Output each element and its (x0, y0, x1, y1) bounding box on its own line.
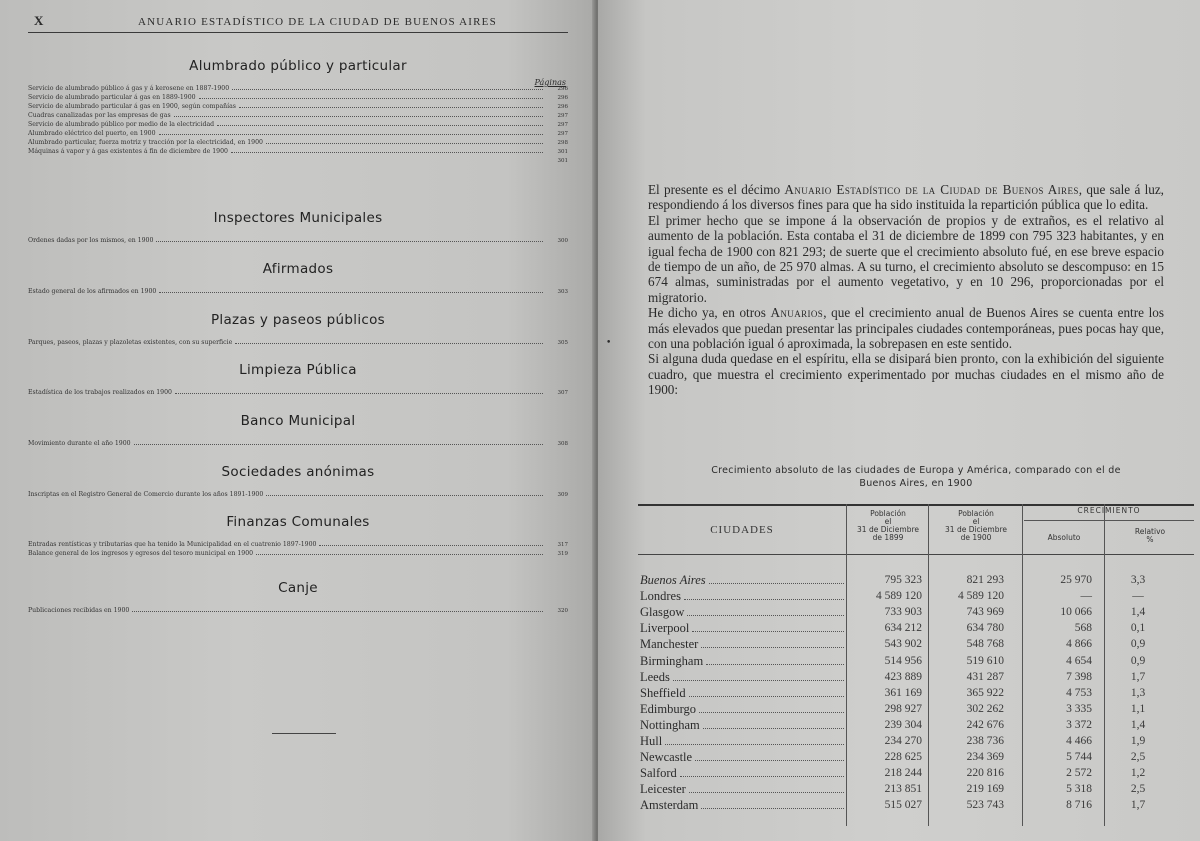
toc-entry (28, 606, 568, 615)
city-cell (640, 701, 844, 717)
header-pop-1899-line: Población (870, 509, 906, 518)
growth-relative: 0,9 (1130, 654, 1146, 667)
header-pop-1899-line: de 1899 (872, 533, 904, 542)
toc-entry (28, 138, 568, 147)
toc-entry-page: 308 (557, 441, 568, 447)
section-title: Banco Municipal (240, 413, 356, 429)
population-1900: 4 589 120 (958, 590, 1004, 603)
table-row (638, 588, 1194, 604)
toc-entry-page: 320 (557, 608, 568, 614)
city-cell (640, 685, 844, 701)
toc-entry (28, 84, 568, 93)
population-1899: 795 323 (884, 574, 922, 586)
city-name: Newcastle (640, 750, 693, 765)
toc-entry-page: 296 (557, 86, 568, 92)
header-pop-1900-line: el (972, 517, 980, 526)
growth-relative: 1,7 (1130, 670, 1146, 683)
toc-section (28, 580, 568, 615)
growth-absolute: 5 318 (1066, 783, 1092, 796)
population-1899: 733 903 (884, 606, 922, 619)
section-title: Inspectores Municipales (213, 210, 383, 226)
leader-dots (159, 129, 543, 135)
toc-entry-page: 300 (557, 238, 568, 244)
population-1900: 821 293 (966, 574, 1004, 586)
growth-absolute: 568 (1074, 622, 1092, 635)
leader-dots (703, 718, 844, 729)
table-row (638, 781, 1194, 797)
city-cell (640, 749, 844, 765)
city-name: Edimburgo (640, 701, 697, 716)
left-page (0, 0, 596, 841)
population-1900: 220 816 (966, 767, 1004, 780)
header-relativo (1106, 528, 1194, 544)
anuario-title: Anuario Estadístico de la Ciudad de Buenos Aires (784, 182, 1079, 197)
toc-entry-label: Servicio de alumbrado particular á gas en 1900, según compañías (28, 103, 236, 110)
growth-absolute: 8 716 (1066, 799, 1092, 812)
toc-entry (28, 93, 568, 102)
header-relativo-label: Relativo (1134, 527, 1166, 536)
city-name: Nottingham (640, 717, 700, 732)
toc-entry-label: Inscriptas en el Registro General de Comercio durante los años 1891-1900 (28, 491, 264, 498)
header-crecimiento: CRECIMIENTO (1077, 506, 1141, 515)
city-name: Glasgow (640, 605, 685, 620)
header-pop-1899 (848, 510, 928, 542)
header-pop-1899-line: 31 de Diciembre (857, 525, 919, 534)
toc-section (28, 58, 568, 165)
city-cell (640, 765, 844, 781)
toc-section (28, 464, 568, 499)
leader-dots (156, 236, 543, 242)
population-1899: 298 927 (884, 702, 922, 715)
table-row (638, 701, 1194, 717)
page-number: X (34, 13, 44, 28)
growth-absolute: 3 372 (1066, 718, 1092, 731)
toc-section (28, 312, 568, 347)
population-1900: 365 922 (966, 686, 1004, 699)
growth-relative: 1,7 (1130, 799, 1146, 812)
section-title: Sociedades anónimas (221, 464, 375, 480)
city-name: Leicester (640, 782, 686, 797)
leader-dots (665, 734, 844, 745)
toc-entry (28, 540, 568, 549)
leader-dots (232, 84, 543, 90)
growth-relative: 1,9 (1130, 735, 1146, 747)
leader-dots (709, 573, 844, 584)
city-name: Amsterdam (640, 798, 699, 813)
city-cell (640, 604, 844, 620)
header-pop-1900 (930, 510, 1022, 542)
section-title: Alumbrado público y particular (189, 58, 407, 74)
city-cell (640, 636, 844, 652)
toc-entry (28, 102, 568, 111)
table-row (638, 685, 1194, 701)
population-1900: 219 169 (966, 783, 1004, 796)
growth-relative: 1,2 (1130, 767, 1146, 780)
crecimiento-rule (1024, 520, 1194, 521)
leader-dots (319, 540, 543, 546)
toc-entry-page: 307 (557, 390, 568, 396)
population-1899: 514 956 (884, 654, 922, 667)
table-row (638, 604, 1194, 620)
header-pop-1900-line: de 1900 (960, 533, 992, 542)
header-ciudades: CIUDADES (710, 524, 774, 536)
population-1900: 634 780 (966, 622, 1004, 635)
toc-entry-label: Movimiento durante el año 1900 (28, 440, 131, 447)
leader-dots (134, 439, 543, 445)
section-title: Plazas y paseos públicos (210, 312, 385, 328)
table-row (638, 717, 1194, 733)
paragraph-3 (648, 305, 1164, 351)
anuarios-word: Anuarios (770, 305, 824, 321)
population-1899: 234 270 (884, 735, 922, 747)
toc-entry-page: 297 (557, 113, 568, 119)
toc-entry-label: Máquinas á vapor y á gas existentes á fin de diciembre de 1900 (28, 148, 228, 155)
population-table (638, 496, 1194, 826)
city-name: Leeds (640, 669, 670, 684)
population-1899: 239 304 (884, 718, 922, 731)
toc-entry (28, 156, 568, 165)
toc-entry-label: Ordenes dadas por los mismos, en 1900 (28, 237, 154, 244)
city-cell (640, 797, 844, 813)
paragraph-1-start: El presente es el décimo (648, 182, 785, 197)
population-1899: 515 027 (884, 799, 922, 812)
city-cell (640, 781, 844, 797)
toc-entry-page: 301 (557, 149, 568, 155)
table-header-rule (638, 554, 1194, 555)
toc-entry-label: Balance general de los ingresos y egresos del tesoro municipal en 1900 (28, 550, 254, 557)
city-name: Salford (640, 766, 677, 781)
paginas-label: Páginas (534, 78, 566, 87)
toc-entry-page: 303 (557, 289, 568, 295)
leader-dots (266, 138, 543, 144)
population-1899: 228 625 (884, 751, 922, 764)
growth-absolute: 7 398 (1066, 670, 1092, 683)
growth-relative: 1,4 (1130, 606, 1146, 619)
table-caption (638, 464, 1194, 490)
city-cell (640, 733, 844, 749)
table-row (638, 733, 1194, 749)
growth-absolute: 25 970 (1060, 574, 1092, 586)
city-cell (640, 620, 844, 636)
city-cell (640, 653, 844, 669)
leader-dots (692, 621, 844, 632)
body-text (648, 182, 1164, 398)
population-1899: 4 589 120 (876, 590, 922, 603)
toc-entry (28, 338, 568, 347)
leader-dots (239, 102, 543, 108)
population-1899: 218 244 (884, 767, 922, 780)
toc-entry-page: 297 (557, 131, 568, 137)
toc-entry-label: Estadística de los trabajos realizados en 1900 (28, 389, 172, 396)
header-pop-1899-line: el (884, 517, 892, 526)
growth-relative: 1,4 (1130, 718, 1146, 731)
population-1900: 242 676 (966, 718, 1004, 731)
toc-entry-page: 319 (557, 551, 568, 557)
growth-absolute: — (1080, 590, 1092, 603)
toc-entry-label: Estado general de los afirmados en 1900 (28, 288, 157, 295)
table-row (638, 653, 1194, 669)
city-cell (640, 572, 844, 588)
toc-entry-page: 296 (557, 95, 568, 101)
leader-dots (199, 93, 543, 99)
population-1900: 234 369 (966, 751, 1004, 764)
leader-dots (699, 702, 844, 713)
toc-entry-page: 309 (557, 492, 568, 498)
toc-entry (28, 129, 568, 138)
leader-dots (684, 589, 844, 600)
growth-absolute: 3 335 (1066, 702, 1092, 715)
population-1900: 431 287 (966, 670, 1004, 683)
leader-dots (159, 287, 543, 293)
toc-entry-label: Entradas rentísticas y tributarias que ha tenido la Municipalidad en el cuatrenio 1897-1900 (28, 541, 317, 548)
growth-relative: — (1132, 590, 1144, 603)
table-caption-line-2: Buenos Aires, en 1900 (859, 478, 973, 489)
toc-entry (28, 439, 568, 448)
leader-dots (701, 798, 844, 809)
toc-entry-page: 296 (557, 104, 568, 110)
leader-dots (256, 549, 543, 555)
growth-absolute: 4 654 (1066, 654, 1092, 667)
city-name: Manchester (640, 637, 699, 652)
population-1899: 213 851 (884, 783, 922, 796)
table-row (638, 636, 1194, 652)
growth-relative: 0,9 (1130, 638, 1146, 651)
toc-section (28, 514, 568, 558)
city-name: Birmingham (640, 653, 704, 668)
population-1900: 519 610 (966, 654, 1004, 667)
population-1900: 523 743 (966, 799, 1004, 812)
leader-dots (217, 120, 543, 126)
toc-entry (28, 388, 568, 397)
city-cell (640, 669, 844, 685)
toc-entry-label: Alumbrado eléctrico del puerto, en 1900 (28, 130, 156, 137)
leader-dots (689, 782, 844, 793)
leader-dots (175, 388, 543, 394)
paragraph-2: El primer hecho que se impone á la observación de propios y de extraños, es el relativo al aumento de la población. Esta contaba el 31 de diciembre de 1899 con 795 323 habitantes, y en igual fecha de 1900 con 821 293; de suerte que el crecimiento absoluto fué, en ese breve espacio de tiempo de un año, de 25 970 almas. A su turno, el crecimiento absoluto se descompuso: en 15 674 almas, suministradas por el aumento vegetativo, y en 10 296, proporcionadas por el migratorio. (648, 212, 1164, 305)
toc-entry-label: Alumbrado particular, fuerza motriz y tracción por la electricidad, en 1900 (28, 139, 263, 146)
city-name: Sheffield (640, 685, 686, 700)
growth-absolute: 4 866 (1066, 638, 1092, 651)
section-title: Canje (278, 580, 318, 596)
growth-absolute: 5 744 (1066, 751, 1092, 764)
toc-entry-label: Servicio de alumbrado público á gas y á kerosene en 1887-1900 (28, 85, 230, 92)
population-1899: 423 889 (884, 670, 922, 683)
city-name: Londres (640, 589, 681, 604)
city-name: Buenos Aires (640, 573, 706, 587)
leader-dots (687, 605, 844, 616)
end-rule (272, 733, 336, 734)
leader-dots (706, 654, 844, 665)
population-1900: 238 736 (966, 735, 1004, 747)
toc-section (28, 210, 568, 245)
city-name: Liverpool (640, 621, 690, 636)
city-cell (640, 588, 844, 604)
table-row (638, 765, 1194, 781)
paragraph-3-start: He dicho ya, en otros (648, 305, 771, 321)
header-relativo-unit: % (1146, 535, 1154, 544)
city-name: Hull (640, 734, 663, 748)
toc-entry (28, 147, 568, 156)
toc-entry-page: 317 (557, 542, 568, 548)
paragraph-1 (648, 182, 1164, 213)
growth-relative: 1,3 (1130, 686, 1146, 699)
leader-dots (695, 750, 844, 761)
leader-dots (266, 490, 543, 496)
running-title: ANUARIO ESTADÍSTICO DE LA CIUDAD DE BUENOS AIRES (138, 16, 497, 28)
population-1900: 302 262 (966, 702, 1004, 715)
table-row (638, 572, 1194, 588)
toc-entry (28, 549, 568, 558)
table-caption-line-1: Crecimiento absoluto de las ciudades de Europa y América, comparado con el de (711, 465, 1121, 476)
section-title: Finanzas Comunales (226, 514, 370, 530)
table-row (638, 620, 1194, 636)
toc-entry-page: 305 (557, 340, 568, 346)
growth-relative: 2,5 (1130, 783, 1146, 796)
toc-entry-page: 301 (557, 158, 568, 164)
leader-dots (231, 147, 543, 153)
growth-absolute: 4 753 (1066, 686, 1092, 699)
toc-entry-label: Servicio de alumbrado particular á gas en 1889-1900 (28, 94, 196, 101)
header-pop-1900-line: Población (958, 509, 994, 518)
toc-section (28, 413, 568, 448)
toc-entry (28, 120, 568, 129)
section-title: Afirmados (262, 261, 334, 277)
leader-dots (235, 338, 543, 344)
growth-relative: 3,3 (1130, 574, 1146, 586)
running-head (28, 10, 568, 33)
leader-dots (673, 670, 844, 681)
table-row (638, 797, 1194, 813)
header-absoluto: Absoluto (1047, 533, 1081, 542)
right-page (598, 0, 1200, 841)
toc-entry (28, 111, 568, 120)
population-1899: 634 212 (884, 622, 922, 635)
section-title: Limpieza Pública (239, 362, 357, 378)
population-1899: 543 902 (884, 638, 922, 651)
toc-entry-label: Parques, paseos, plazas y plazoletas existentes, con su superficie (28, 339, 233, 346)
toc-entry-page: 297 (557, 122, 568, 128)
margin-dot: • (606, 338, 612, 348)
toc-entry (28, 490, 568, 499)
toc-section (28, 362, 568, 397)
toc-entry (28, 236, 568, 245)
toc-section (28, 261, 568, 296)
toc-entry-page: 298 (557, 140, 568, 146)
paragraph-3-end: , que el crecimiento anual de Buenos Aires se cuenta entre los más elevados que puedan presentar las principales ciudades contemporáneas, pues pocas hay que, con una población igual ó aproximada, la sobrepasen en este sentido. (648, 305, 1164, 352)
table-row (638, 669, 1194, 685)
header-pop-1900-line: 31 de Diciembre (945, 525, 1007, 534)
growth-relative: 2,5 (1130, 751, 1146, 764)
population-1899: 361 169 (884, 686, 922, 699)
population-1900: 548 768 (966, 638, 1004, 651)
city-cell (640, 717, 844, 733)
leader-dots (132, 606, 543, 612)
toc-entry (28, 287, 568, 296)
leader-dots (680, 766, 844, 777)
growth-absolute: 4 466 (1066, 735, 1092, 747)
growth-relative: 0,1 (1130, 622, 1146, 635)
toc-entry-label: Cuadras canalizadas por las empresas de gas (28, 112, 171, 119)
leader-dots (174, 111, 543, 117)
table-row (638, 749, 1194, 765)
leader-dots (689, 686, 844, 697)
paragraph-4: Si alguna duda quedase en el espíritu, ella se disipará bien pronto, con la exhibición del siguiente cuadro, que muestra el crecimiento experimentado por muchas ciudades en el mismo año de 1900: (648, 351, 1164, 398)
population-1900: 743 969 (966, 606, 1004, 619)
leader-dots (701, 637, 844, 648)
toc-entry-label: Servicio de alumbrado público por medio de la electricidad (28, 121, 215, 128)
growth-absolute: 10 066 (1060, 606, 1092, 619)
paragraph-1-end: , que sale á luz, respondiendo á los diversos fines para que ha sido instituida la repartición pública que lo edita. (648, 182, 1164, 213)
toc-entry-label: Publicaciones recibidas en 1900 (28, 607, 130, 614)
growth-relative: 1,1 (1130, 702, 1146, 715)
growth-absolute: 2 572 (1066, 767, 1092, 780)
